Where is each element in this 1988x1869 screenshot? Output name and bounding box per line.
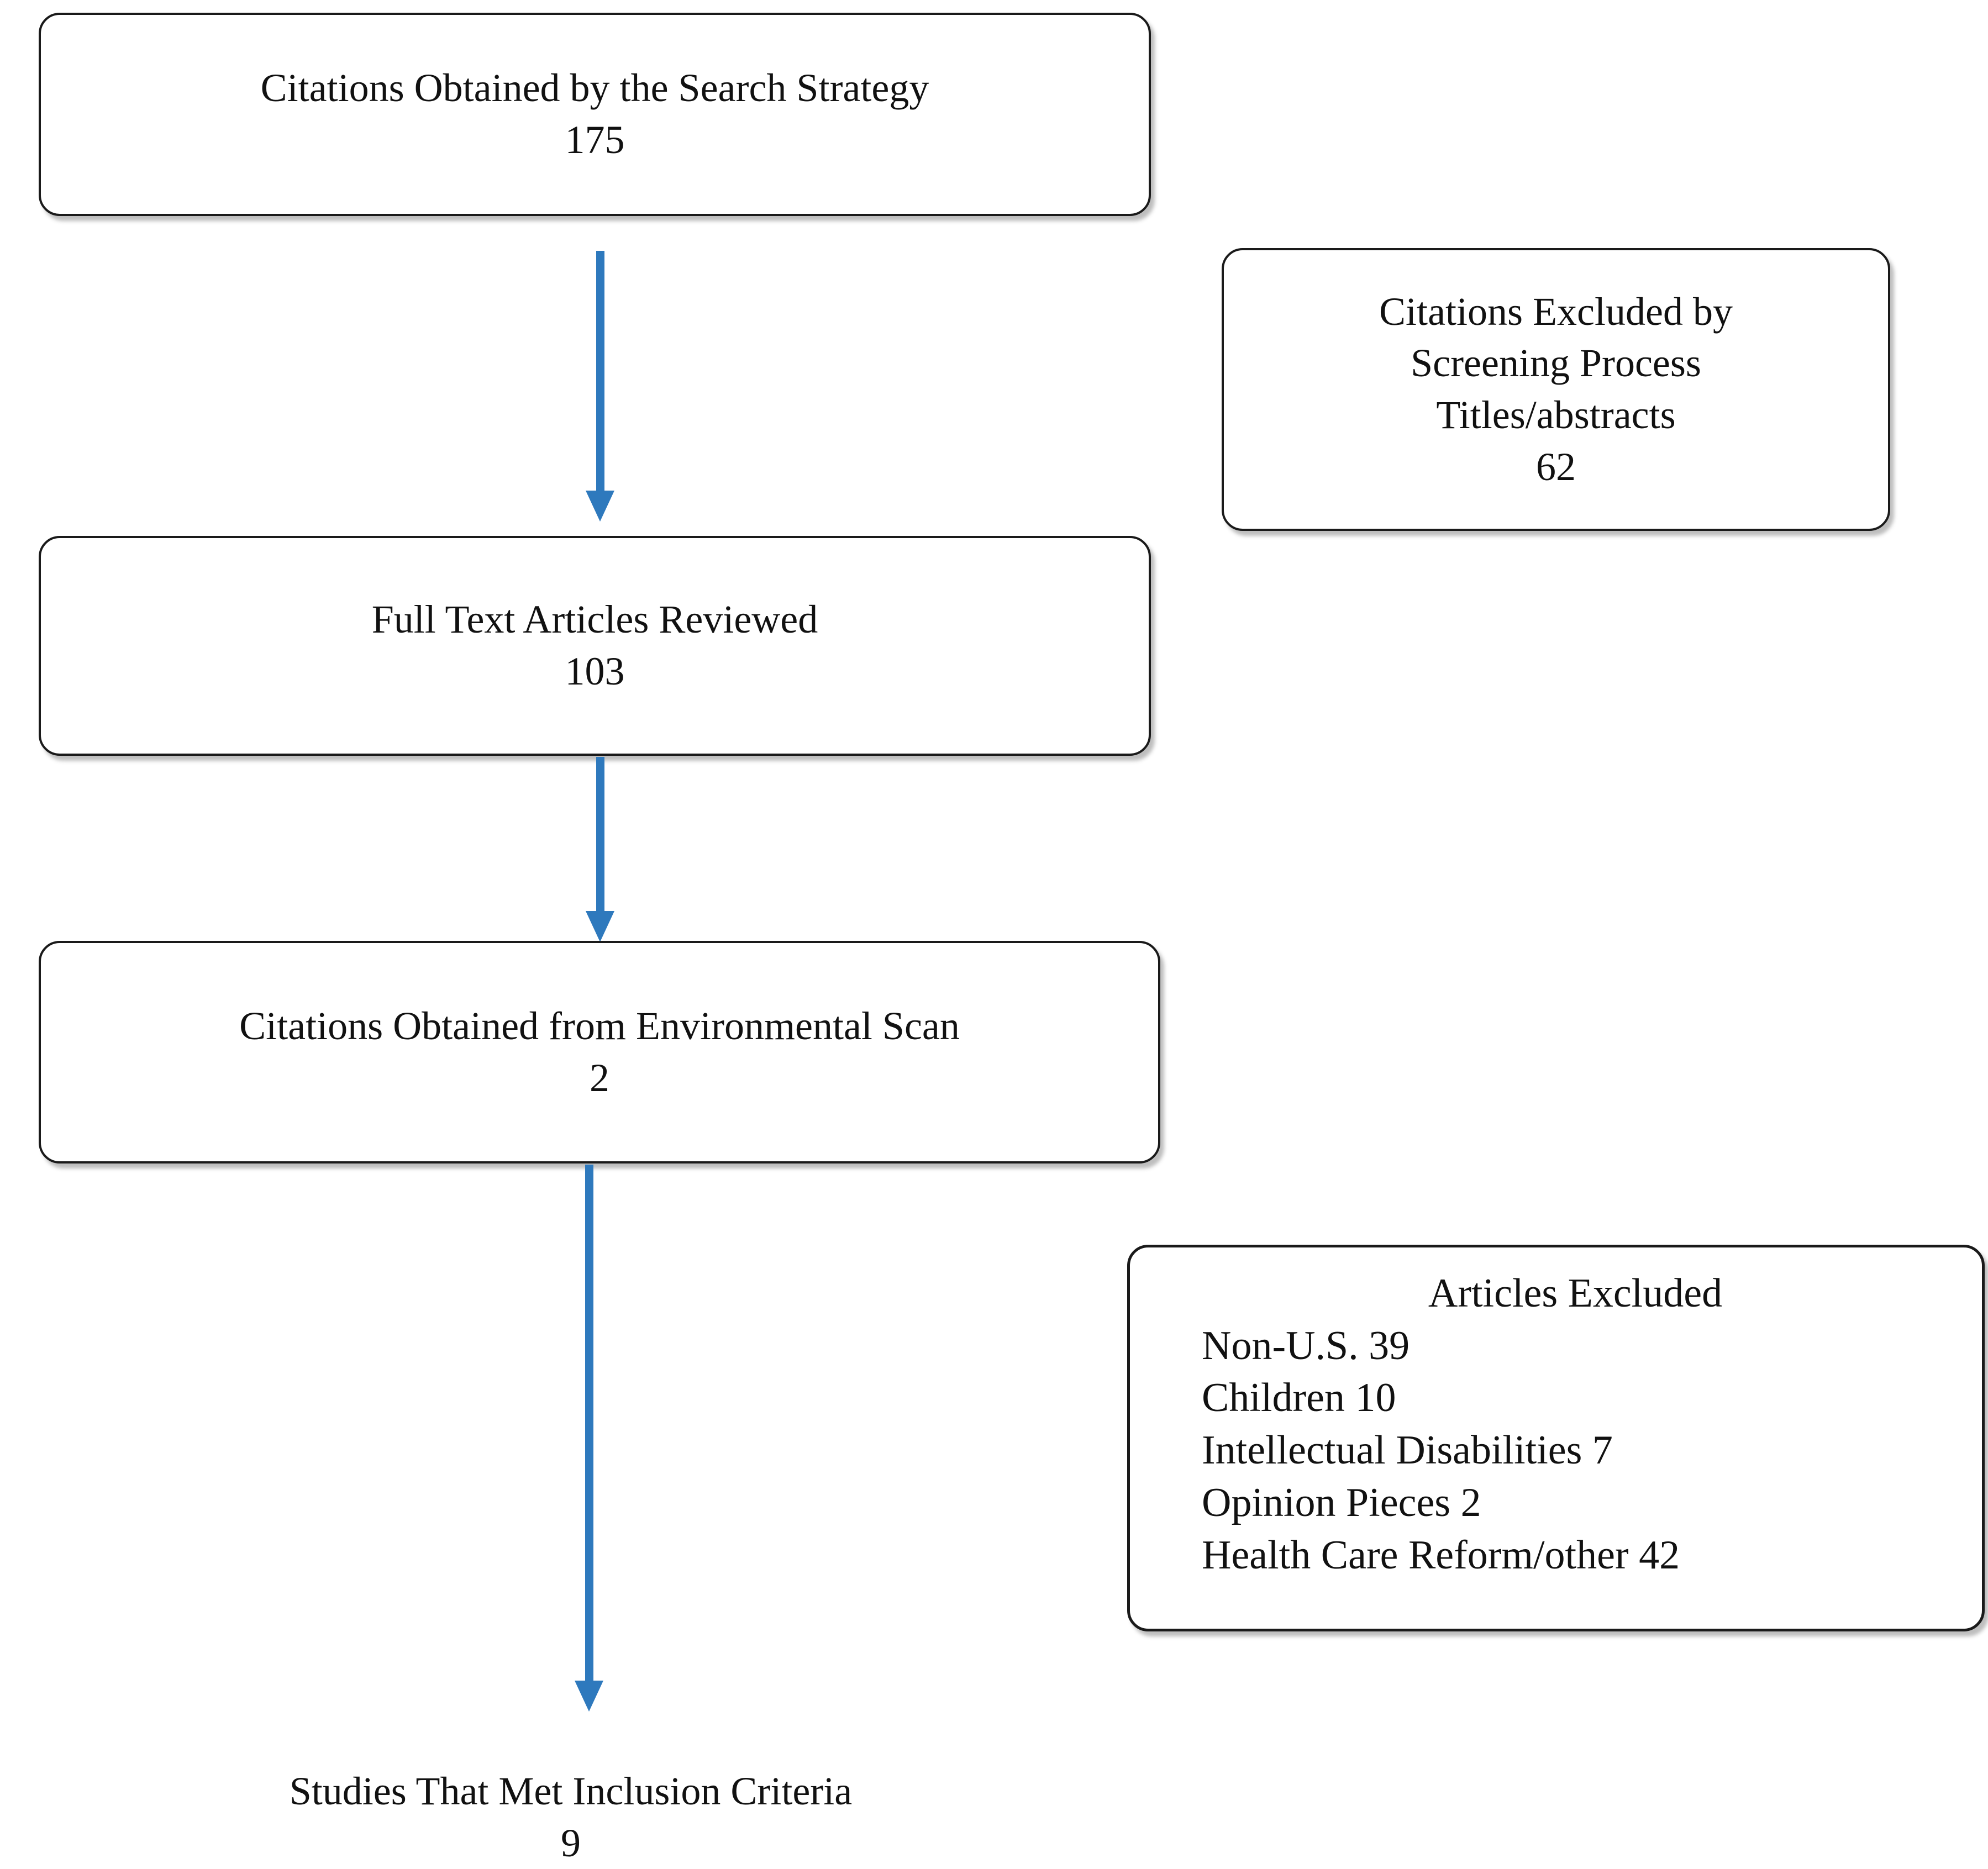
node-title: Studies That Met Inclusion Criteria — [289, 1769, 853, 1813]
node-count: 62 — [1536, 444, 1576, 489]
arrow-down-icon — [586, 251, 614, 522]
node-full-text-reviewed — [39, 536, 1151, 756]
node-title-line: Screening Process — [1411, 341, 1701, 386]
node-title-line: Citations Excluded by — [1379, 289, 1733, 334]
node-title: Articles Excluded — [1428, 1271, 1723, 1316]
node-count: 103 — [565, 649, 625, 693]
node-citations-excluded-screening — [1222, 248, 1890, 531]
excluded-item: Health Care Reform/other 42 — [1202, 1532, 1680, 1578]
arrow-shaft — [596, 757, 604, 911]
node-title-line: Titles/abstracts — [1436, 393, 1676, 437]
excluded-item: Non-U.S. 39 — [1202, 1323, 1410, 1368]
arrow-down-icon — [586, 757, 614, 942]
node-articles-excluded — [1127, 1245, 1985, 1631]
node-count: 9 — [561, 1820, 581, 1865]
arrow-shaft — [596, 251, 604, 491]
arrow-head — [586, 491, 614, 522]
excluded-item: Intellectual Disabilities 7 — [1202, 1428, 1613, 1473]
arrow-head — [575, 1681, 603, 1712]
node-count: 2 — [590, 1055, 609, 1100]
node-count: 175 — [565, 118, 625, 162]
node-title: Full Text Articles Reviewed — [371, 597, 818, 642]
arrow-shaft — [585, 1165, 593, 1681]
excluded-item: Children 10 — [1202, 1375, 1396, 1421]
node-environmental-scan — [39, 941, 1160, 1163]
arrow-down-icon — [575, 1165, 603, 1712]
excluded-item: Opinion Pieces 2 — [1202, 1480, 1481, 1525]
node-title: Citations Obtained by the Search Strategy — [260, 66, 929, 110]
arrow-head — [586, 911, 614, 942]
node-met-inclusion-criteria — [129, 1766, 1013, 1869]
node-citations-search-strategy — [39, 13, 1151, 216]
node-title: Citations Obtained from Environmental Scan — [239, 1003, 960, 1048]
